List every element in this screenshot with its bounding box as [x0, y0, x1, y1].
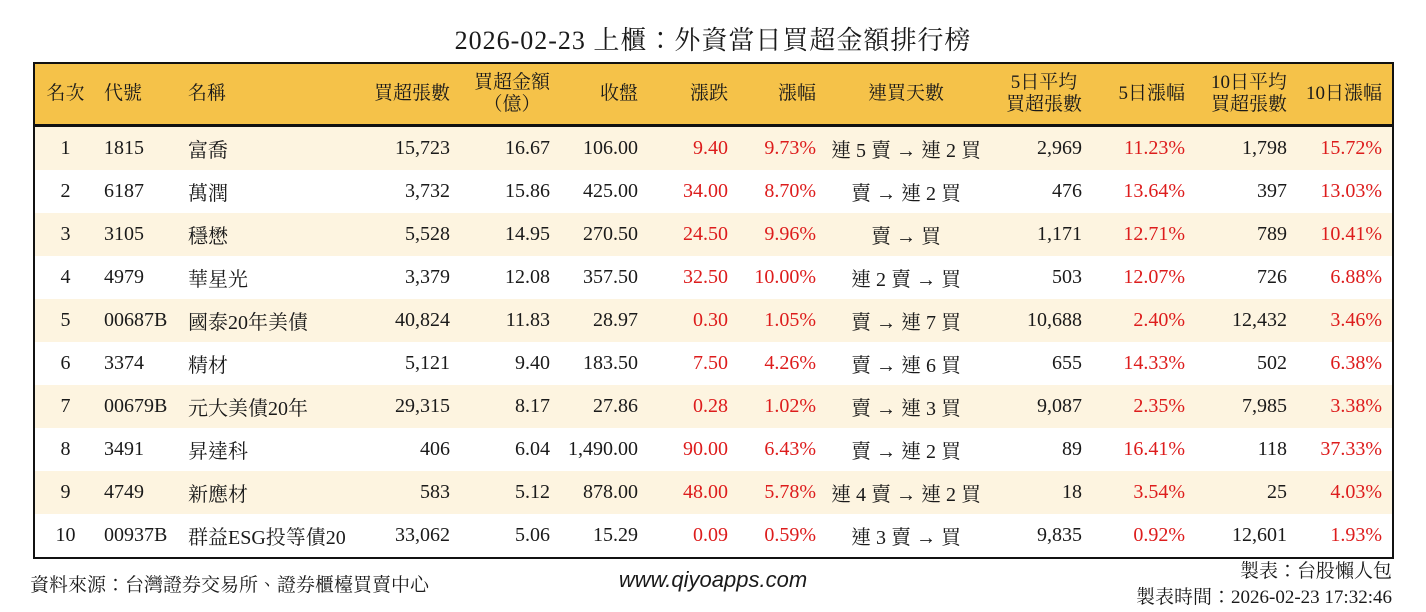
cell-change: 7.50: [648, 342, 738, 385]
cell-change_pct: 9.96%: [738, 213, 826, 256]
cell-change_pct: 10.00%: [738, 256, 826, 299]
cell-rank: 2: [34, 170, 96, 213]
cell-code: 4749: [96, 471, 174, 514]
cell-net_buy_amount: 14.95: [460, 213, 560, 256]
cell-net_buy_amount: 16.67: [460, 126, 560, 171]
maker-credit: 製表：台股懶人包: [1239, 561, 1392, 582]
cell-change10_pct: 15.72%: [1297, 126, 1393, 171]
column-header-avg10_volume: 10日平均 買超張數: [1195, 63, 1297, 126]
cell-change5_pct: 12.07%: [1092, 256, 1195, 299]
cell-change: 48.00: [648, 471, 738, 514]
cell-net_buy_amount: 9.40: [460, 342, 560, 385]
table-header: [34, 63, 1393, 126]
cell-name: 穩懋: [174, 213, 370, 256]
cell-avg5_volume: 2,969: [986, 126, 1092, 171]
cell-avg10_volume: 726: [1195, 256, 1297, 299]
cell-code: 00679B: [96, 385, 174, 428]
table-row: [34, 170, 1393, 213]
cell-close: 878.00: [560, 471, 648, 514]
cell-change5_pct: 16.41%: [1092, 428, 1195, 471]
cell-net_buy_volume: 29,315: [370, 385, 460, 428]
cell-change: 34.00: [648, 170, 738, 213]
cell-close: 270.50: [560, 213, 648, 256]
cell-code: 00937B: [96, 514, 174, 558]
cell-rank: 10: [34, 514, 96, 558]
cell-change5_pct: 2.35%: [1092, 385, 1195, 428]
cell-close: 15.29: [560, 514, 648, 558]
cell-close: 27.86: [560, 385, 648, 428]
cell-change_pct: 8.70%: [738, 170, 826, 213]
cell-change10_pct: 13.03%: [1297, 170, 1393, 213]
cell-net_buy_volume: 33,062: [370, 514, 460, 558]
cell-change: 0.28: [648, 385, 738, 428]
column-header-net_buy_volume: 買超張數: [370, 63, 460, 126]
cell-rank: 9: [34, 471, 96, 514]
cell-code: 3105: [96, 213, 174, 256]
cell-change: 24.50: [648, 213, 738, 256]
cell-net_buy_volume: 583: [370, 471, 460, 514]
cell-avg10_volume: 1,798: [1195, 126, 1297, 171]
column-header-change5_pct: 5日漲幅: [1092, 63, 1195, 126]
cell-rank: 4: [34, 256, 96, 299]
table-header-row: [34, 63, 1393, 126]
cell-streak: 賣 → 買: [826, 213, 986, 256]
cell-streak: 連 3 賣 → 買: [826, 514, 986, 558]
column-header-change10_pct: 10日漲幅: [1297, 63, 1393, 126]
cell-net_buy_volume: 5,121: [370, 342, 460, 385]
maker-block: [1136, 559, 1392, 611]
cell-streak: 連 2 賣 → 買: [826, 256, 986, 299]
cell-net_buy_amount: 6.04: [460, 428, 560, 471]
cell-change10_pct: 1.93%: [1297, 514, 1393, 558]
cell-avg5_volume: 1,171: [986, 213, 1092, 256]
cell-change: 32.50: [648, 256, 738, 299]
cell-close: 183.50: [560, 342, 648, 385]
cell-streak: 賣 → 連 2 買: [826, 428, 986, 471]
table-row: [34, 385, 1393, 428]
cell-streak: 賣 → 連 6 買: [826, 342, 986, 385]
cell-name: 精材: [174, 342, 370, 385]
cell-change10_pct: 10.41%: [1297, 213, 1393, 256]
cell-avg5_volume: 503: [986, 256, 1092, 299]
cell-avg10_volume: 7,985: [1195, 385, 1297, 428]
column-header-name: 名稱: [174, 63, 370, 126]
cell-net_buy_amount: 11.83: [460, 299, 560, 342]
cell-code: 1815: [96, 126, 174, 171]
cell-change_pct: 5.78%: [738, 471, 826, 514]
cell-avg10_volume: 12,601: [1195, 514, 1297, 558]
cell-avg5_volume: 89: [986, 428, 1092, 471]
cell-net_buy_amount: 5.06: [460, 514, 560, 558]
cell-net_buy_volume: 40,824: [370, 299, 460, 342]
cell-close: 28.97: [560, 299, 648, 342]
cell-avg5_volume: 18: [986, 471, 1092, 514]
cell-avg10_volume: 502: [1195, 342, 1297, 385]
cell-net_buy_volume: 5,528: [370, 213, 460, 256]
cell-net_buy_volume: 3,379: [370, 256, 460, 299]
table-row: [34, 471, 1393, 514]
data-source-note: 資料來源：台灣證券交易所、證券櫃檯買賣中心: [30, 575, 430, 596]
table-body: [34, 126, 1393, 559]
cell-net_buy_volume: 406: [370, 428, 460, 471]
cell-avg10_volume: 397: [1195, 170, 1297, 213]
cell-rank: 8: [34, 428, 96, 471]
cell-net_buy_amount: 15.86: [460, 170, 560, 213]
column-header-streak: 連買天數: [826, 63, 986, 126]
cell-avg5_volume: 655: [986, 342, 1092, 385]
cell-net_buy_volume: 3,732: [370, 170, 460, 213]
cell-rank: 7: [34, 385, 96, 428]
table-row: [34, 256, 1393, 299]
cell-name: 元大美債20年: [174, 385, 370, 428]
cell-change: 9.40: [648, 126, 738, 171]
cell-avg10_volume: 789: [1195, 213, 1297, 256]
table-row: [34, 428, 1393, 471]
cell-close: 1,490.00: [560, 428, 648, 471]
cell-code: 3374: [96, 342, 174, 385]
website-url: www.qiyoapps.com: [618, 567, 808, 592]
cell-name: 萬潤: [174, 170, 370, 213]
cell-rank: 3: [34, 213, 96, 256]
table-row: [34, 299, 1393, 342]
cell-net_buy_amount: 12.08: [460, 256, 560, 299]
generated-timestamp: 製表時間：2026-02-23 17:32:46: [1136, 587, 1392, 608]
cell-net_buy_amount: 8.17: [460, 385, 560, 428]
cell-name: 國泰20年美債: [174, 299, 370, 342]
cell-rank: 6: [34, 342, 96, 385]
cell-rank: 5: [34, 299, 96, 342]
cell-change: 0.30: [648, 299, 738, 342]
cell-avg5_volume: 9,835: [986, 514, 1092, 558]
cell-change5_pct: 12.71%: [1092, 213, 1195, 256]
cell-name: 昇達科: [174, 428, 370, 471]
cell-rank: 1: [34, 126, 96, 171]
cell-avg5_volume: 10,688: [986, 299, 1092, 342]
cell-change: 0.09: [648, 514, 738, 558]
cell-change10_pct: 3.38%: [1297, 385, 1393, 428]
cell-code: 3491: [96, 428, 174, 471]
cell-change5_pct: 3.54%: [1092, 471, 1195, 514]
cell-change10_pct: 37.33%: [1297, 428, 1393, 471]
table-row: [34, 126, 1393, 171]
cell-avg5_volume: 9,087: [986, 385, 1092, 428]
cell-change10_pct: 6.38%: [1297, 342, 1393, 385]
cell-name: 富喬: [174, 126, 370, 171]
page-title: 2026-02-23 上櫃：外資當日買超金額排行榜: [454, 26, 972, 55]
cell-streak: 賣 → 連 3 買: [826, 385, 986, 428]
column-header-code: 代號: [96, 63, 174, 126]
cell-name: 群益ESG投等債20: [174, 514, 370, 558]
cell-change5_pct: 13.64%: [1092, 170, 1195, 213]
column-header-net_buy_amount: 買超金額 （億）: [460, 63, 560, 126]
table-row: [34, 342, 1393, 385]
cell-streak: 連 4 賣 → 連 2 買: [826, 471, 986, 514]
cell-change_pct: 0.59%: [738, 514, 826, 558]
cell-change10_pct: 3.46%: [1297, 299, 1393, 342]
cell-streak: 賣 → 連 2 買: [826, 170, 986, 213]
cell-close: 357.50: [560, 256, 648, 299]
cell-code: 00687B: [96, 299, 174, 342]
cell-change_pct: 9.73%: [738, 126, 826, 171]
cell-code: 4979: [96, 256, 174, 299]
cell-streak: 賣 → 連 7 買: [826, 299, 986, 342]
cell-change_pct: 1.02%: [738, 385, 826, 428]
table-row: [34, 213, 1393, 256]
cell-close: 425.00: [560, 170, 648, 213]
cell-avg10_volume: 25: [1195, 471, 1297, 514]
column-header-change: 漲跌: [648, 63, 738, 126]
cell-change10_pct: 6.88%: [1297, 256, 1393, 299]
footer: [0, 559, 1426, 612]
cell-avg10_volume: 12,432: [1195, 299, 1297, 342]
cell-avg5_volume: 476: [986, 170, 1092, 213]
foreign-net-buy-ranking-table: [33, 62, 1394, 559]
cell-net_buy_amount: 5.12: [460, 471, 560, 514]
cell-change5_pct: 11.23%: [1092, 126, 1195, 171]
cell-change10_pct: 4.03%: [1297, 471, 1393, 514]
cell-close: 106.00: [560, 126, 648, 171]
cell-avg10_volume: 118: [1195, 428, 1297, 471]
cell-change_pct: 1.05%: [738, 299, 826, 342]
column-header-close: 收盤: [560, 63, 648, 126]
cell-streak: 連 5 賣 → 連 2 買: [826, 126, 986, 171]
cell-change5_pct: 2.40%: [1092, 299, 1195, 342]
column-header-change_pct: 漲幅: [738, 63, 826, 126]
cell-name: 華星光: [174, 256, 370, 299]
column-header-rank: 名次: [34, 63, 96, 126]
cell-change: 90.00: [648, 428, 738, 471]
cell-change5_pct: 0.92%: [1092, 514, 1195, 558]
cell-change_pct: 6.43%: [738, 428, 826, 471]
cell-change5_pct: 14.33%: [1092, 342, 1195, 385]
cell-net_buy_volume: 15,723: [370, 126, 460, 171]
cell-change_pct: 4.26%: [738, 342, 826, 385]
table-row: [34, 514, 1393, 558]
column-header-avg5_volume: 5日平均 買超張數: [986, 63, 1092, 126]
cell-name: 新應材: [174, 471, 370, 514]
cell-code: 6187: [96, 170, 174, 213]
